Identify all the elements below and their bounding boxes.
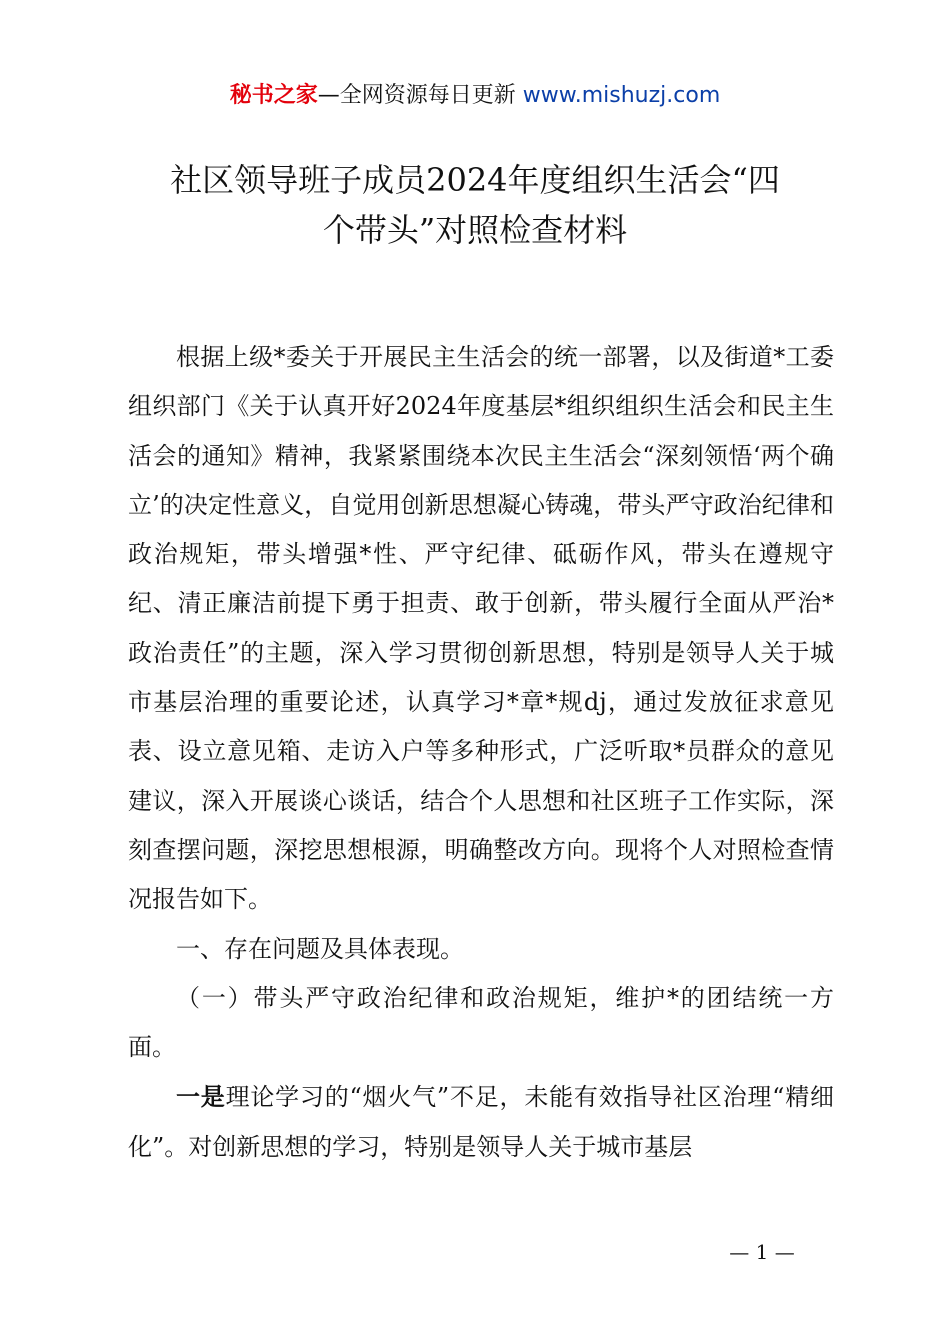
intro-paragraph: 根据上级*委关于开展民主生活会的统一部署，以及街道*工委组织部门《关于认真开好2024年度基层*组织组织生活会和民主生活会的通知》精神，我紧紧围绕本次民主生活会“深刻领悟‘两个确立’的决定性意义，自觉用创新思想凝心铸魂，带头严守政治纪律和政治规矩，带头增强*性、严守纪律、砥砺作风，带头在遵规守纪、清正廉洁前提下勇于担责、敢于创新，带头履行全面从严治*政治责任”的主题，深入学习贯彻创新思想，特别是领导人关于城市基层治理的重要论述，认真学习*章*规dj，通过发放征求意见表、设立意见箱、走访入户等多种形式，广泛听取*员群众的意见建议，深入开展谈心谈话，结合个人思想和社区班子工作实际，深刻查摆问题，深挖思想根源，明确整改方向。现将个人对照检查情况报告如下。 (128, 343, 834, 914)
item-text: 理论学习的“烟火气”不足，未能有效指导社区治理“精细化”。对创新思想的学习，特别是领导人关于城市基层 (128, 1083, 835, 1161)
subsection-heading-1: （一）带头严守政治纪律和政治规矩，维护*的团结统一方面。 (128, 983, 834, 1062)
site-header (0, 80, 950, 112)
site-url-link[interactable]: www.mishuzj.com (522, 83, 721, 108)
header-tagline: —全网资源每日更新 (317, 83, 516, 108)
document-title (118, 155, 832, 255)
title-line-1: 社区领导班子成员2024年度组织生活会“四 (170, 161, 780, 199)
page-number: — 1 — (729, 1240, 795, 1264)
section-heading-1: 一、存在问题及具体表现。 (176, 934, 464, 963)
item-lead: 一是 (176, 1082, 226, 1112)
brand-name: 秘书之家 (229, 83, 318, 108)
title-line-2: 个带头”对照检查材料 (322, 211, 628, 249)
document-body (128, 333, 834, 1172)
item-paragraph-1 (128, 1072, 834, 1172)
